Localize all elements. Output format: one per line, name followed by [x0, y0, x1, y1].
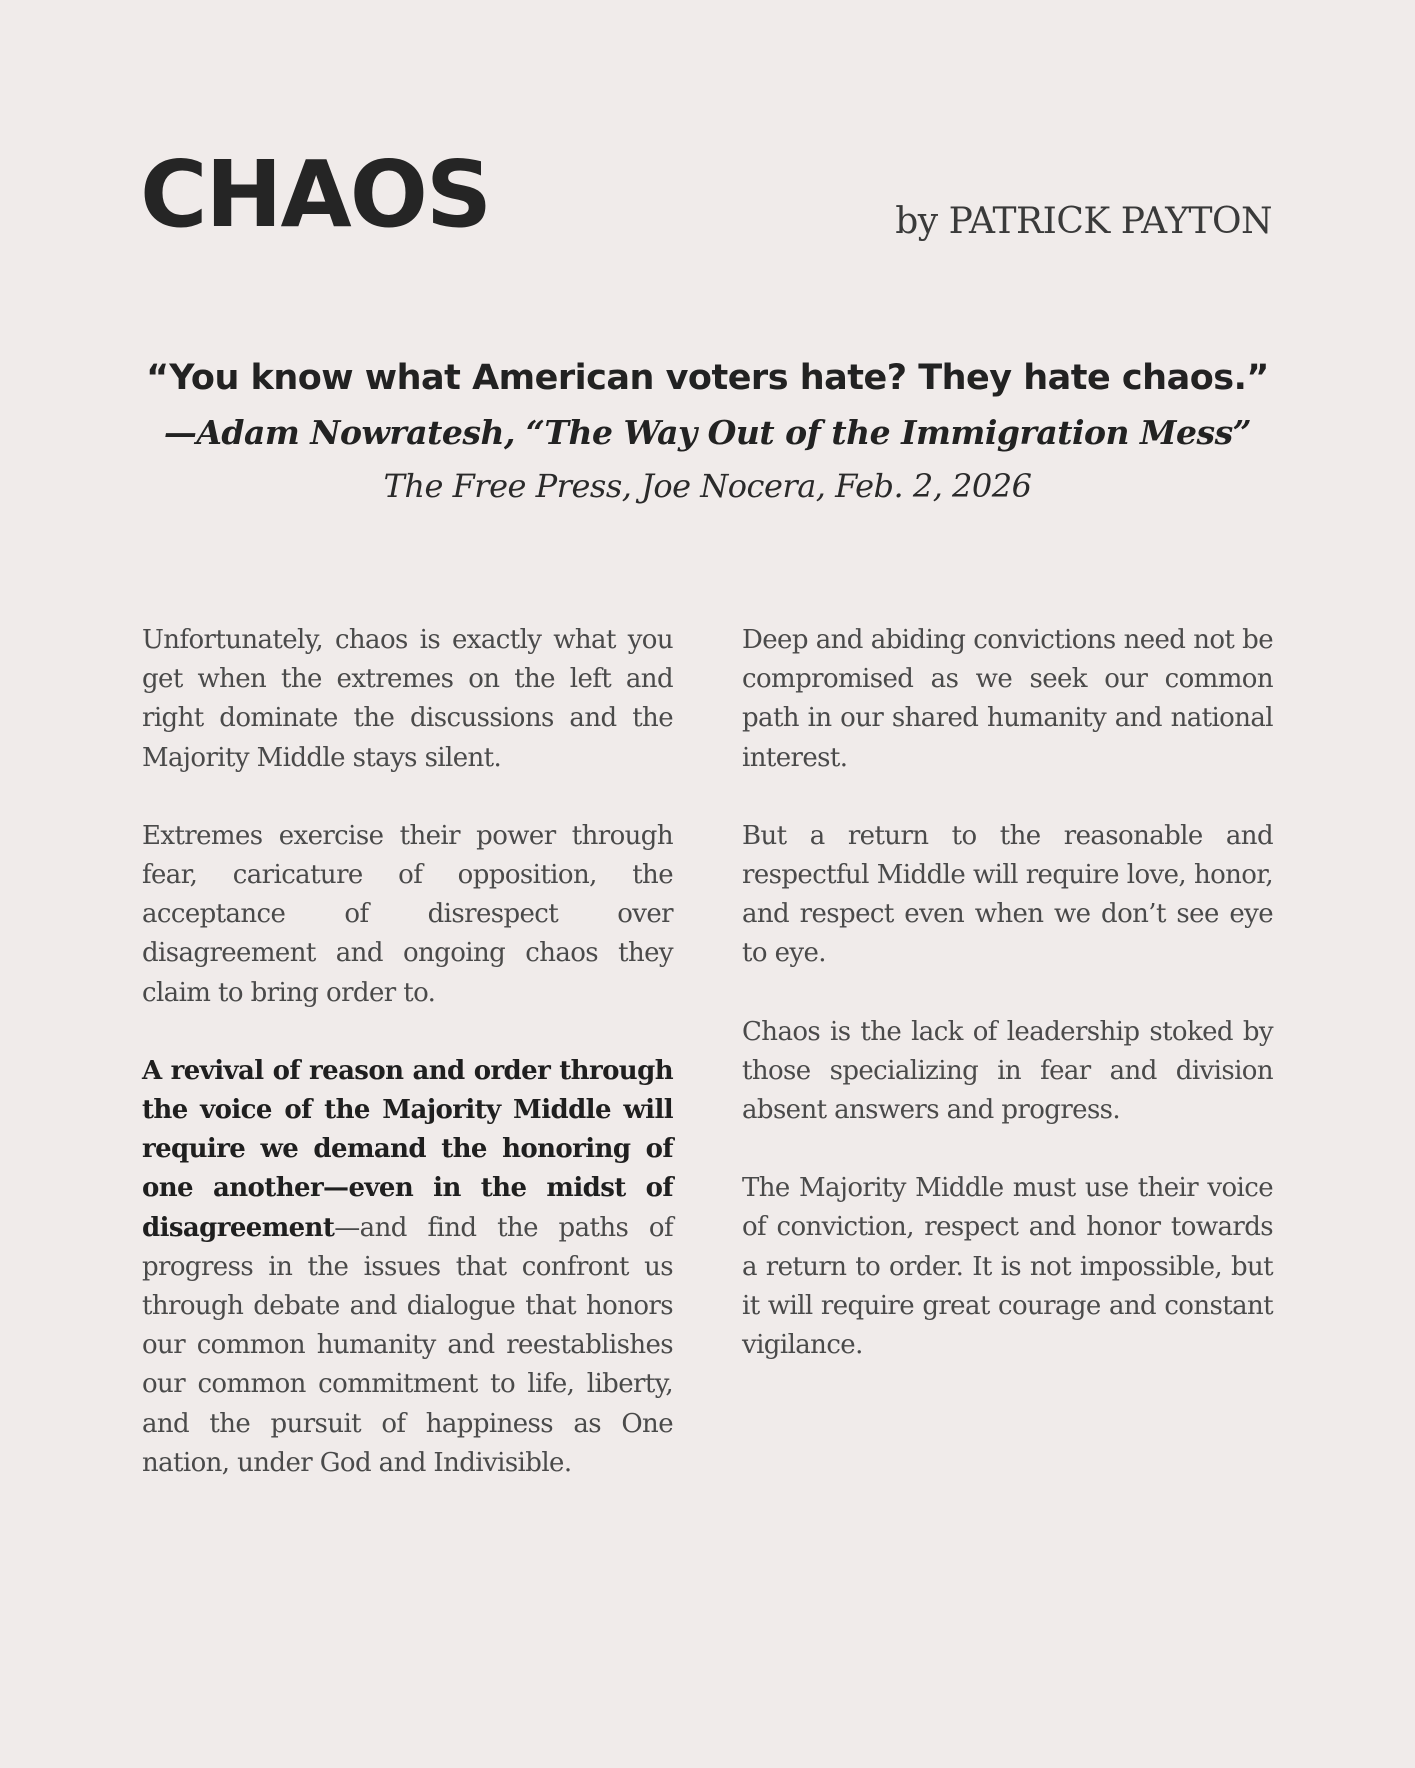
bold-statement: A revival of reason and order through the voice of the Majority Middle will require we demand the honoring of one another—even in the midst of disagreement	[142, 1055, 673, 1243]
paragraph: Deep and abiding convictions need not be compromised as we seek our common path in our shared humanity and national interest.	[742, 625, 1273, 773]
author-byline: by PATRICK PAYTON	[895, 201, 1272, 242]
paragraph: Chaos is the lack of leadership stoked by those specializing in fear and division absent answers and progress.	[742, 1016, 1273, 1126]
paragraph: Unfortunately, chaos is exactly what you get when the extremes on the left and right dominate the discussions and the Majority Middle stays silent.	[142, 625, 673, 773]
epigraph-attribution: —Adam Nowratesh, “The Way Out of the Immigration Mess”	[163, 413, 1252, 452]
epigraph-quote: “You know what American voters hate? They hate chaos.”	[146, 358, 1269, 398]
right-column	[742, 621, 1273, 1404]
epigraph-source: The Free Press, Joe Nocera, Feb. 2, 2026	[383, 467, 1032, 505]
epigraph	[140, 350, 1275, 512]
paragraph: The Majority Middle must use their voice of conviction, respect and honor towards a return to order. It is not impossible, but it will require great courage and constant vigilance.	[742, 1173, 1273, 1361]
paragraph: Extremes exercise their power through fear, caricature of opposition, the acceptance of disrespect over disagreement and ongoing chaos they claim to bring order to.	[142, 820, 673, 1008]
article-title: CHAOS	[140, 141, 491, 248]
left-column	[142, 621, 673, 1522]
paragraph: But a return to the reasonable and respectful Middle will require love, honor, and respect even when we don’t see eye to eye.	[742, 820, 1273, 969]
paragraph-emphasis	[142, 1052, 673, 1483]
paragraph-continuation: —and find the paths of progress in the issues that confront us through debate and dialogue that honors our common humanity and reestablishes our common commitment to life, liberty, and the pursuit of happiness as One nation, under God and Indivisible.	[142, 1212, 673, 1478]
